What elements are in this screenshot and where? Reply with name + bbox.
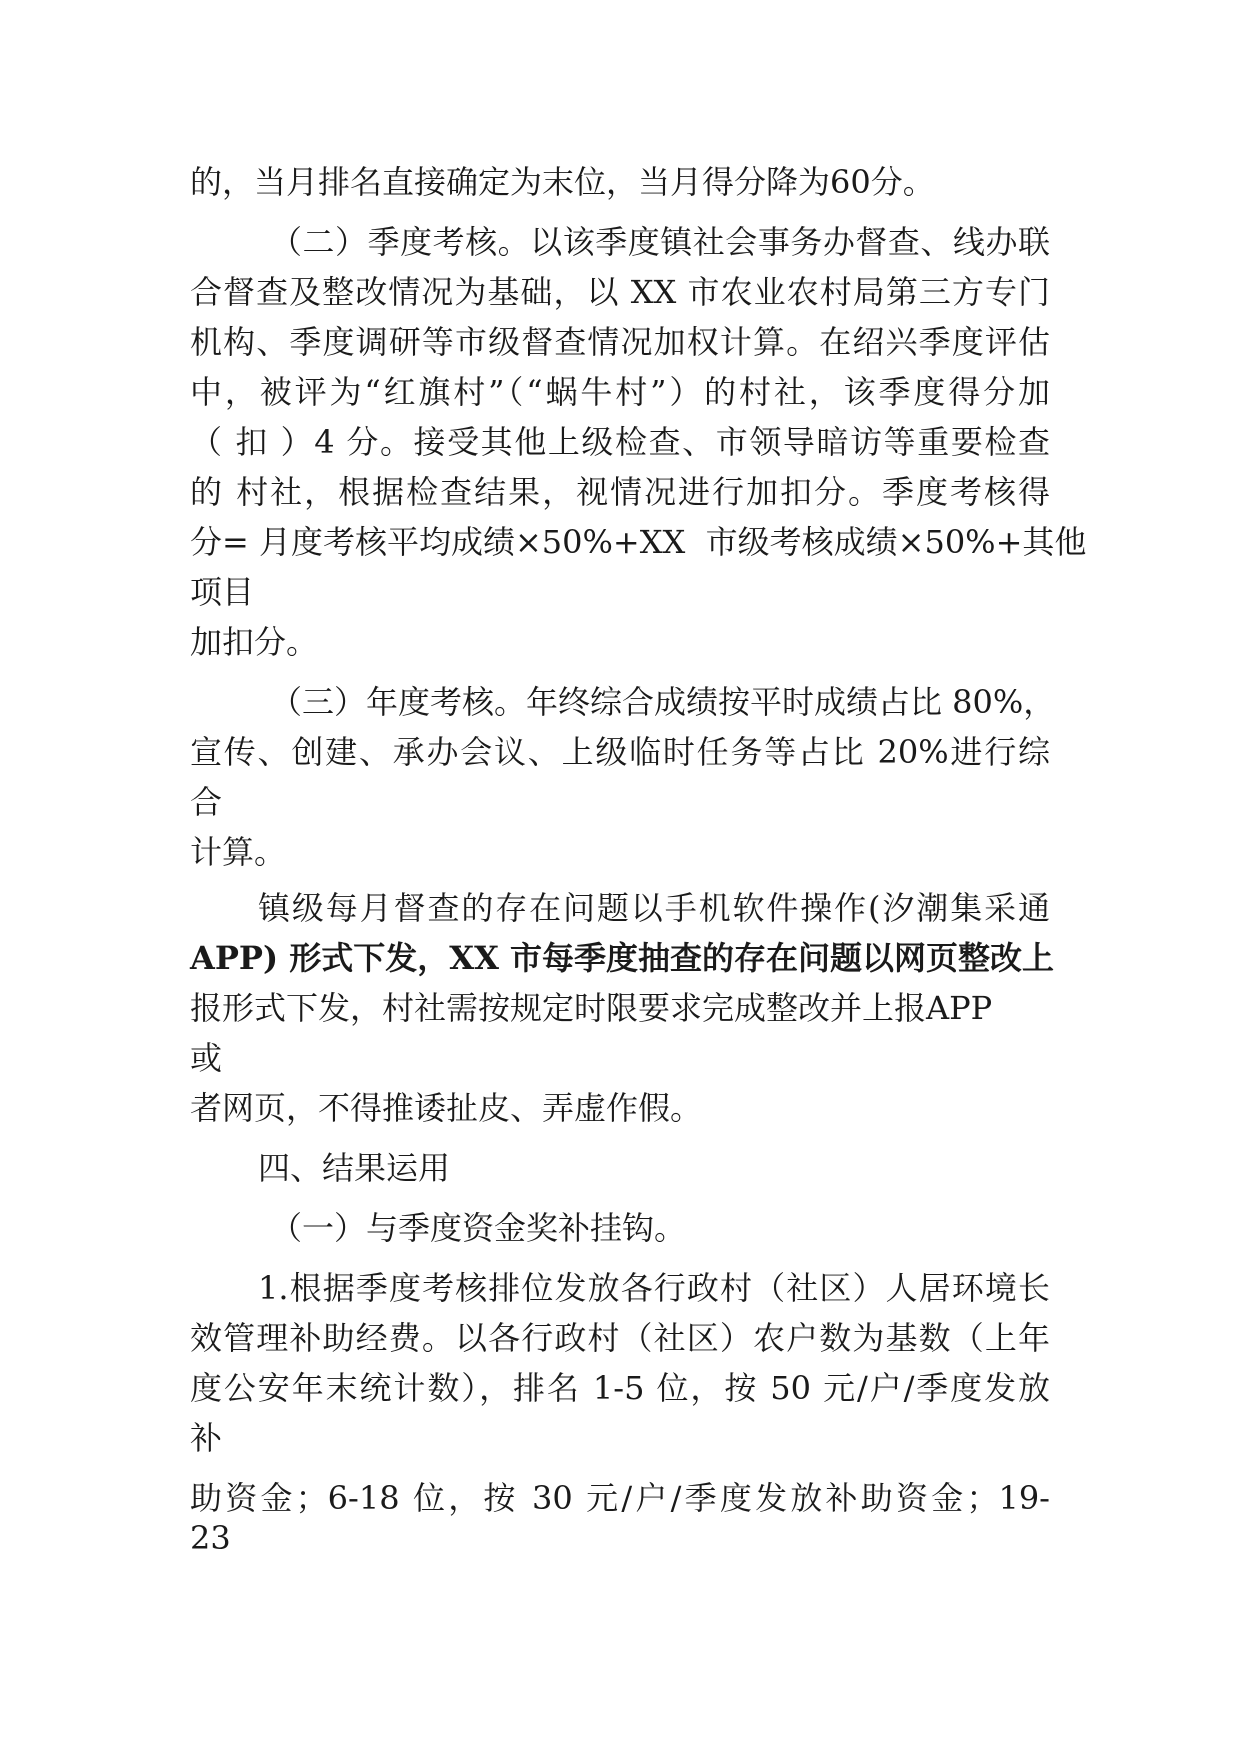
paragraph-line: 或 <box>190 1039 223 1077</box>
paragraph-line: 机构、季度调研等市级督查情况加权计算。在绍兴季度评估 <box>190 323 1050 361</box>
paragraph-line: 报形式下发，村社需按规定时限要求完成整改并上报APP <box>190 989 993 1027</box>
paragraph-line: 的 村社，根据检查结果，视情况进行加扣分。季度考核得 <box>190 473 1050 511</box>
paragraph-line: 宣传、创建、承办会议、上级临时任务等占比 20%进行综 <box>190 733 1050 771</box>
section-heading: 四、结果运用 <box>258 1149 451 1187</box>
paragraph-line: 度公安年末统计数），排名 1-5 位，按 50 元/户/季度发放 <box>190 1369 1050 1407</box>
paragraph-line: （ 扣 ）4 分。接受其他上级检查、市领导暗访等重要检查 <box>190 423 1050 461</box>
paragraph-line: 项目 <box>190 573 255 611</box>
paragraph-line: 效管理补助经费。以各行政村（社区）农户数为基数（上年 <box>190 1319 1050 1357</box>
paragraph-line: 合 <box>190 783 223 821</box>
paragraph-line: （三）年度考核。年终综合成绩按平时成绩占比 80%， <box>270 683 1056 721</box>
paragraph-line: 助资金；6-18 位，按 30 元/户/季度发放补助资金；19- <box>190 1479 1050 1517</box>
paragraph-line: 1.根据季度考核排位发放各行政村（社区）人居环境长 <box>258 1269 1050 1307</box>
paragraph-line: 的，当月排名直接确定为末位，当月得分降为60分。 <box>190 163 935 201</box>
paragraph-line: 者网页，不得推诿扯皮、弄虚作假。 <box>190 1089 703 1127</box>
paragraph-line: 分= 月度考核平均成绩×50%+XX 市级考核成绩×50%+其他 <box>190 523 1087 561</box>
paragraph-line: （二）季度考核。以该季度镇社会事务办督查、线办联 <box>270 223 1050 261</box>
paragraph-line: 镇级每月督查的存在问题以手机软件操作(汐潮集采通 <box>258 889 1050 927</box>
paragraph-line: 加扣分。 <box>190 623 319 661</box>
paragraph-line: 补 <box>190 1419 223 1457</box>
paragraph-line: APP) 形式下发，XX 市每季度抽查的存在问题以网页整改上 <box>190 939 1055 977</box>
paragraph-line: 中，被评为“红旗村”（“蜗牛村”）的村社，该季度得分加 <box>190 373 1050 411</box>
paragraph-line: 23 <box>190 1519 231 1557</box>
subsection-heading: （一）与季度资金奖补挂钩。 <box>270 1209 687 1247</box>
paragraph-line: 合督查及整改情况为基础，以 XX 市农业农村局第三方专门 <box>190 273 1050 311</box>
paragraph-line: 计算。 <box>190 833 287 871</box>
